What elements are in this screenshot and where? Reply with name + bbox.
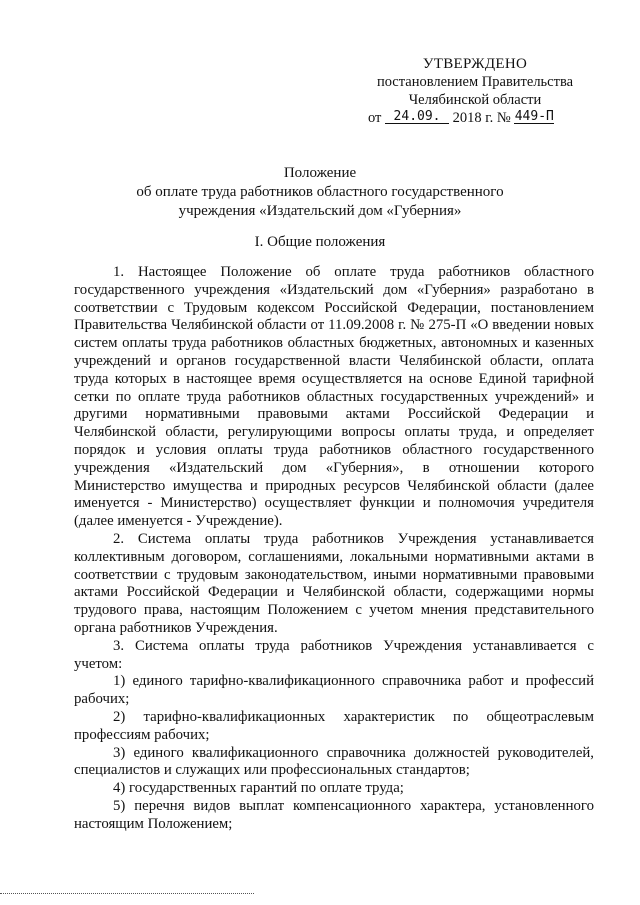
list-item-4: 4) государственных гарантий по оплате труда;: [113, 780, 404, 797]
approval-date-line: [360, 109, 590, 127]
decree-date-field: 24.09.: [385, 110, 449, 124]
footer-divider: [0, 893, 254, 894]
approval-heading: УТВЕРЖДЕНО: [422, 56, 528, 72]
title-line-2: об оплате труда работников областного государственного: [136, 184, 504, 200]
approval-block: [360, 55, 590, 127]
decree-number-field: 449-П: [514, 109, 554, 124]
list-item-3: 3) единого квалификационного справочника должностей руководителей, специалистов и служащих или профессиональных стандартов;: [74, 744, 594, 779]
approval-line-region: Челябинской области: [408, 92, 542, 108]
paragraph-3: 3. Система оплаты труда работников Учреждения устанавливается с учетом:: [74, 637, 594, 672]
section-heading: I. Общие положения: [254, 234, 386, 250]
list-item-2: 2) тарифно-квалификационных характеристик по общеотраслевым профессиям рабочих;: [74, 708, 594, 743]
approval-line-decree: постановлением Правительства: [376, 74, 574, 90]
list-item-1: 1) единого тарифно-квалификационного справочника работ и профессий рабочих;: [74, 673, 594, 708]
list-item-5: 5) перечня видов выплат компенсационного характера, установленного настоящим Положением;: [74, 797, 594, 832]
paragraph-1: 1. Настоящее Положение об оплате труда работников областного государственного учреждения «Издательский дом «Губерния» разработано в соответствии с Трудовым кодексом Российской Федерации, постановлением Правительства Челябинской области от 11.09.2008 г. № 275-П «О введении новых систем оплаты труда работников областных бюджетных, автономных и казенных учреждений и органов государственной власти Челябинской области, оплата труда которых в настоящее время осуществляется на основе Единой тарифной сетки по оплате труда работников областных государственных учреждений» и другими нормативными правовыми актами Российской Федерации и Челябинской области, регулирующими вопросы оплаты труда, и определяет порядок и условия оплаты труда работников областного государственного учреждения «Издательский дом «Губерния», в отношении которого Министерство имущества и природных ресурсов Челябинской области (далее именуется - Министерство) осуществляет функции и полномочия учредителя (далее именуется - Учреждение).: [74, 264, 594, 530]
title-line-3: учреждения «Издательский дом «Губерния»: [178, 203, 462, 219]
document-title: [70, 164, 570, 221]
date-prefix: от: [368, 110, 382, 126]
decree-year-label: 2018 г. №: [452, 110, 511, 126]
title-line-1: Положение: [283, 165, 357, 181]
document-body: [74, 264, 594, 834]
paragraph-2: 2. Система оплаты труда работников Учреждения устанавливается коллективным договором, соглашениями, локальными нормативными актами в соответствии с трудовым законодательством, иными нормативными правовыми актами Российской Федерации и Челябинской области, содержащими нормы трудового права, настоящим Положением с учетом мнения представительного органа работников Учреждения.: [74, 530, 594, 636]
